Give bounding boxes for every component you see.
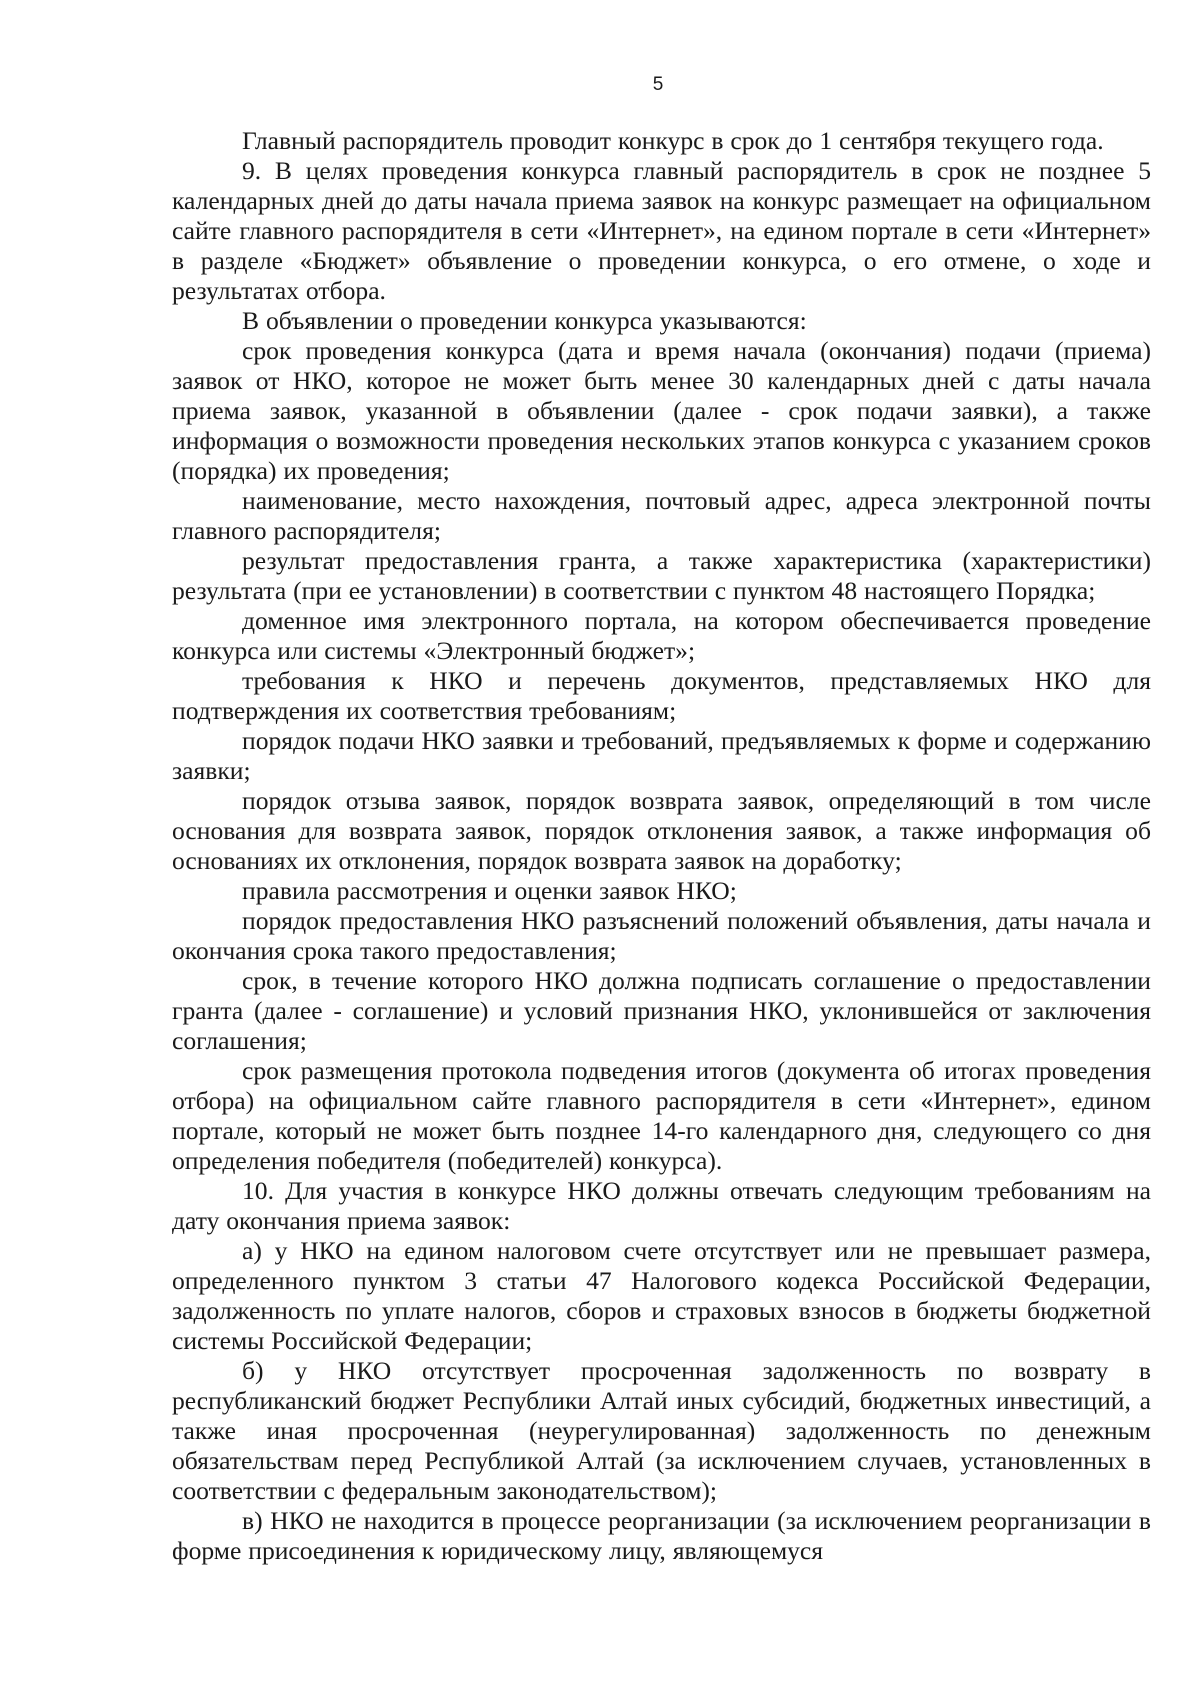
page-number: 5 bbox=[652, 74, 664, 95]
paragraph: б) у НКО отсутствует просроченная задолженность по возврату в республиканский бюджет Республики Алтай иных субсидий, бюджетных инвестиций, а также иная просроченная (неурегулированная) задолженность по денежным обязательствам перед Республикой Алтай (за исключением случаев, установленных в соответствии с федеральным законодательством); bbox=[172, 1356, 1151, 1505]
paragraph: результат предоставления гранта, а также характеристика (характеристики) результата (при ее установлении) в соответствии с пунктом 48 настоящего Порядка; bbox=[172, 546, 1151, 605]
paragraph: 9. В целях проведения конкурса главный распорядитель в срок не позднее 5 календарных дней до даты начала приема заявок на конкурс размещает на официальном сайте главного распорядителя в сети «Интернет», на едином портале в сети «Интернет» в разделе «Бюджет» объявление о проведении конкурса, о его отмене, о ходе и результатах отбора. bbox=[172, 156, 1151, 305]
paragraph: срок, в течение которого НКО должна подписать соглашение о предоставлении гранта (далее - соглашение) и условий признания НКО, уклонившейся от заключения соглашения; bbox=[172, 966, 1151, 1055]
document-body bbox=[172, 126, 1151, 1566]
paragraph: доменное имя электронного портала, на котором обеспечивается проведение конкурса или системы «Электронный бюджет»; bbox=[172, 606, 1151, 665]
paragraph: порядок предоставления НКО разъяснений положений объявления, даты начала и окончания срока такого предоставления; bbox=[172, 906, 1151, 965]
paragraph: В объявлении о проведении конкурса указываются: bbox=[242, 306, 807, 335]
paragraph: порядок подачи НКО заявки и требований, предъявляемых к форме и содержанию заявки; bbox=[172, 726, 1151, 785]
paragraph: наименование, место нахождения, почтовый адрес, адреса электронной почты главного распорядителя; bbox=[172, 486, 1151, 545]
paragraph: порядок отзыва заявок, порядок возврата заявок, определяющий в том числе основания для возврата заявок, порядок отклонения заявок, а также информация об основаниях их отклонения, порядок возврата заявок на доработку; bbox=[172, 786, 1151, 875]
paragraph: в) НКО не находится в процессе реорганизации (за исключением реорганизации в форме присоединения к юридическому лицу, являющемуся bbox=[172, 1506, 1151, 1565]
paragraph: требования к НКО и перечень документов, представляемых НКО для подтверждения их соответствия требованиям; bbox=[172, 666, 1151, 725]
paragraph: а) у НКО на едином налоговом счете отсутствует или не превышает размера, определенного пунктом 3 статьи 47 Налогового кодекса Российской Федерации, задолженность по уплате налогов, сборов и страховых взносов в бюджеты бюджетной системы Российской Федерации; bbox=[172, 1236, 1151, 1355]
paragraph: срок размещения протокола подведения итогов (документа об итогах проведения отбора) на официальном сайте главного распорядителя в сети «Интернет», едином портале, который не может быть позднее 14-го календарного дня, следующего со дня определения победителя (победителей) конкурса). bbox=[172, 1056, 1151, 1175]
paragraph: 10. Для участия в конкурсе НКО должны отвечать следующим требованиям на дату окончания приема заявок: bbox=[172, 1176, 1151, 1235]
paragraph: Главный распорядитель проводит конкурс в срок до 1 сентября текущего года. bbox=[242, 126, 1104, 155]
paragraph: правила рассмотрения и оценки заявок НКО; bbox=[242, 876, 737, 905]
paragraph: срок проведения конкурса (дата и время начала (окончания) подачи (приема) заявок от НКО, которое не может быть менее 30 календарных дней с даты начала приема заявок, указанной в объявлении (далее - срок подачи заявки), а также информация о возможности проведения нескольких этапов конкурса с указанием сроков (порядка) их проведения; bbox=[172, 336, 1151, 485]
